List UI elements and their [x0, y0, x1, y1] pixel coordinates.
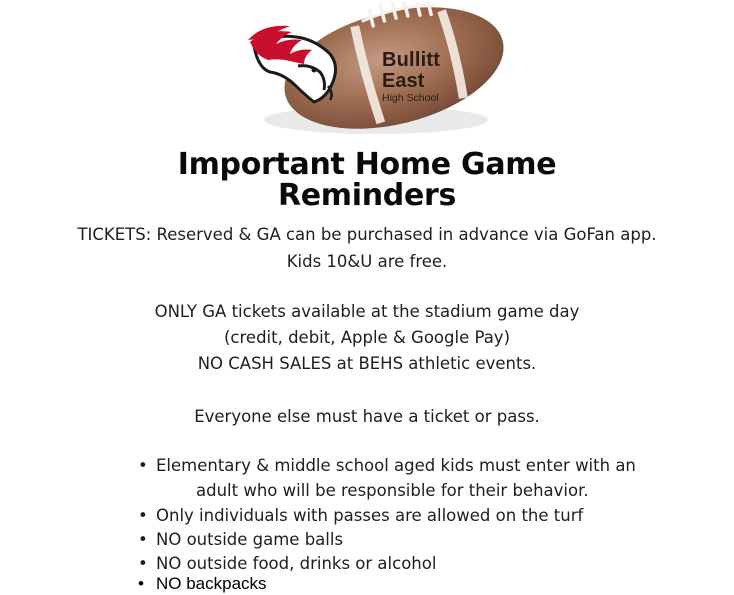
rule-item4: NO outside food, drinks or alcohol: [156, 554, 437, 573]
school-name-line1: Bullitt: [382, 49, 441, 71]
list-item: [138, 506, 583, 525]
title-line1: Important Home Game: [177, 147, 557, 182]
bullet-icon: •: [138, 554, 148, 573]
bullet-icon: •: [138, 456, 148, 475]
rule-item1-line2: adult who will be responsible for their behavior.: [196, 481, 589, 500]
bullet-icon: •: [138, 574, 144, 593]
bullet-icon: •: [138, 530, 148, 549]
bullet-icon: •: [138, 506, 148, 525]
rule-item5: NO backpacks: [156, 574, 267, 593]
everyone-note: Everyone else must have a ticket or pass.: [194, 407, 540, 426]
rule-item2: Only individuals with passes are allowed on the turf: [156, 506, 584, 525]
gameday-line1: ONLY GA tickets available at the stadium game day: [154, 302, 580, 321]
tickets-line2: Kids 10&U are free.: [286, 252, 448, 271]
gameday-line3: NO CASH SALES at BEHS athletic events.: [197, 354, 537, 373]
football-mascot-graphic: [244, 2, 508, 140]
school-logo: [244, 2, 508, 140]
school-name-line2: East: [382, 70, 425, 92]
title-line2: Reminders: [277, 178, 457, 213]
list-item: [138, 554, 436, 573]
list-item: [138, 574, 267, 594]
rule-item1-line1: Elementary & middle school aged kids must enter with an: [156, 456, 636, 475]
tickets-line1: TICKETS: Reserved & GA can be purchased in advance via GoFan app.: [77, 225, 657, 244]
list-item: [138, 456, 636, 475]
page-title: [0, 149, 734, 211]
rule-item3: NO outside game balls: [156, 530, 344, 549]
gameday-line2: (credit, debit, Apple & Google Pay): [223, 328, 511, 347]
school-name-line3: High School: [382, 92, 439, 104]
school-name: [382, 50, 440, 104]
list-item: [138, 530, 343, 549]
